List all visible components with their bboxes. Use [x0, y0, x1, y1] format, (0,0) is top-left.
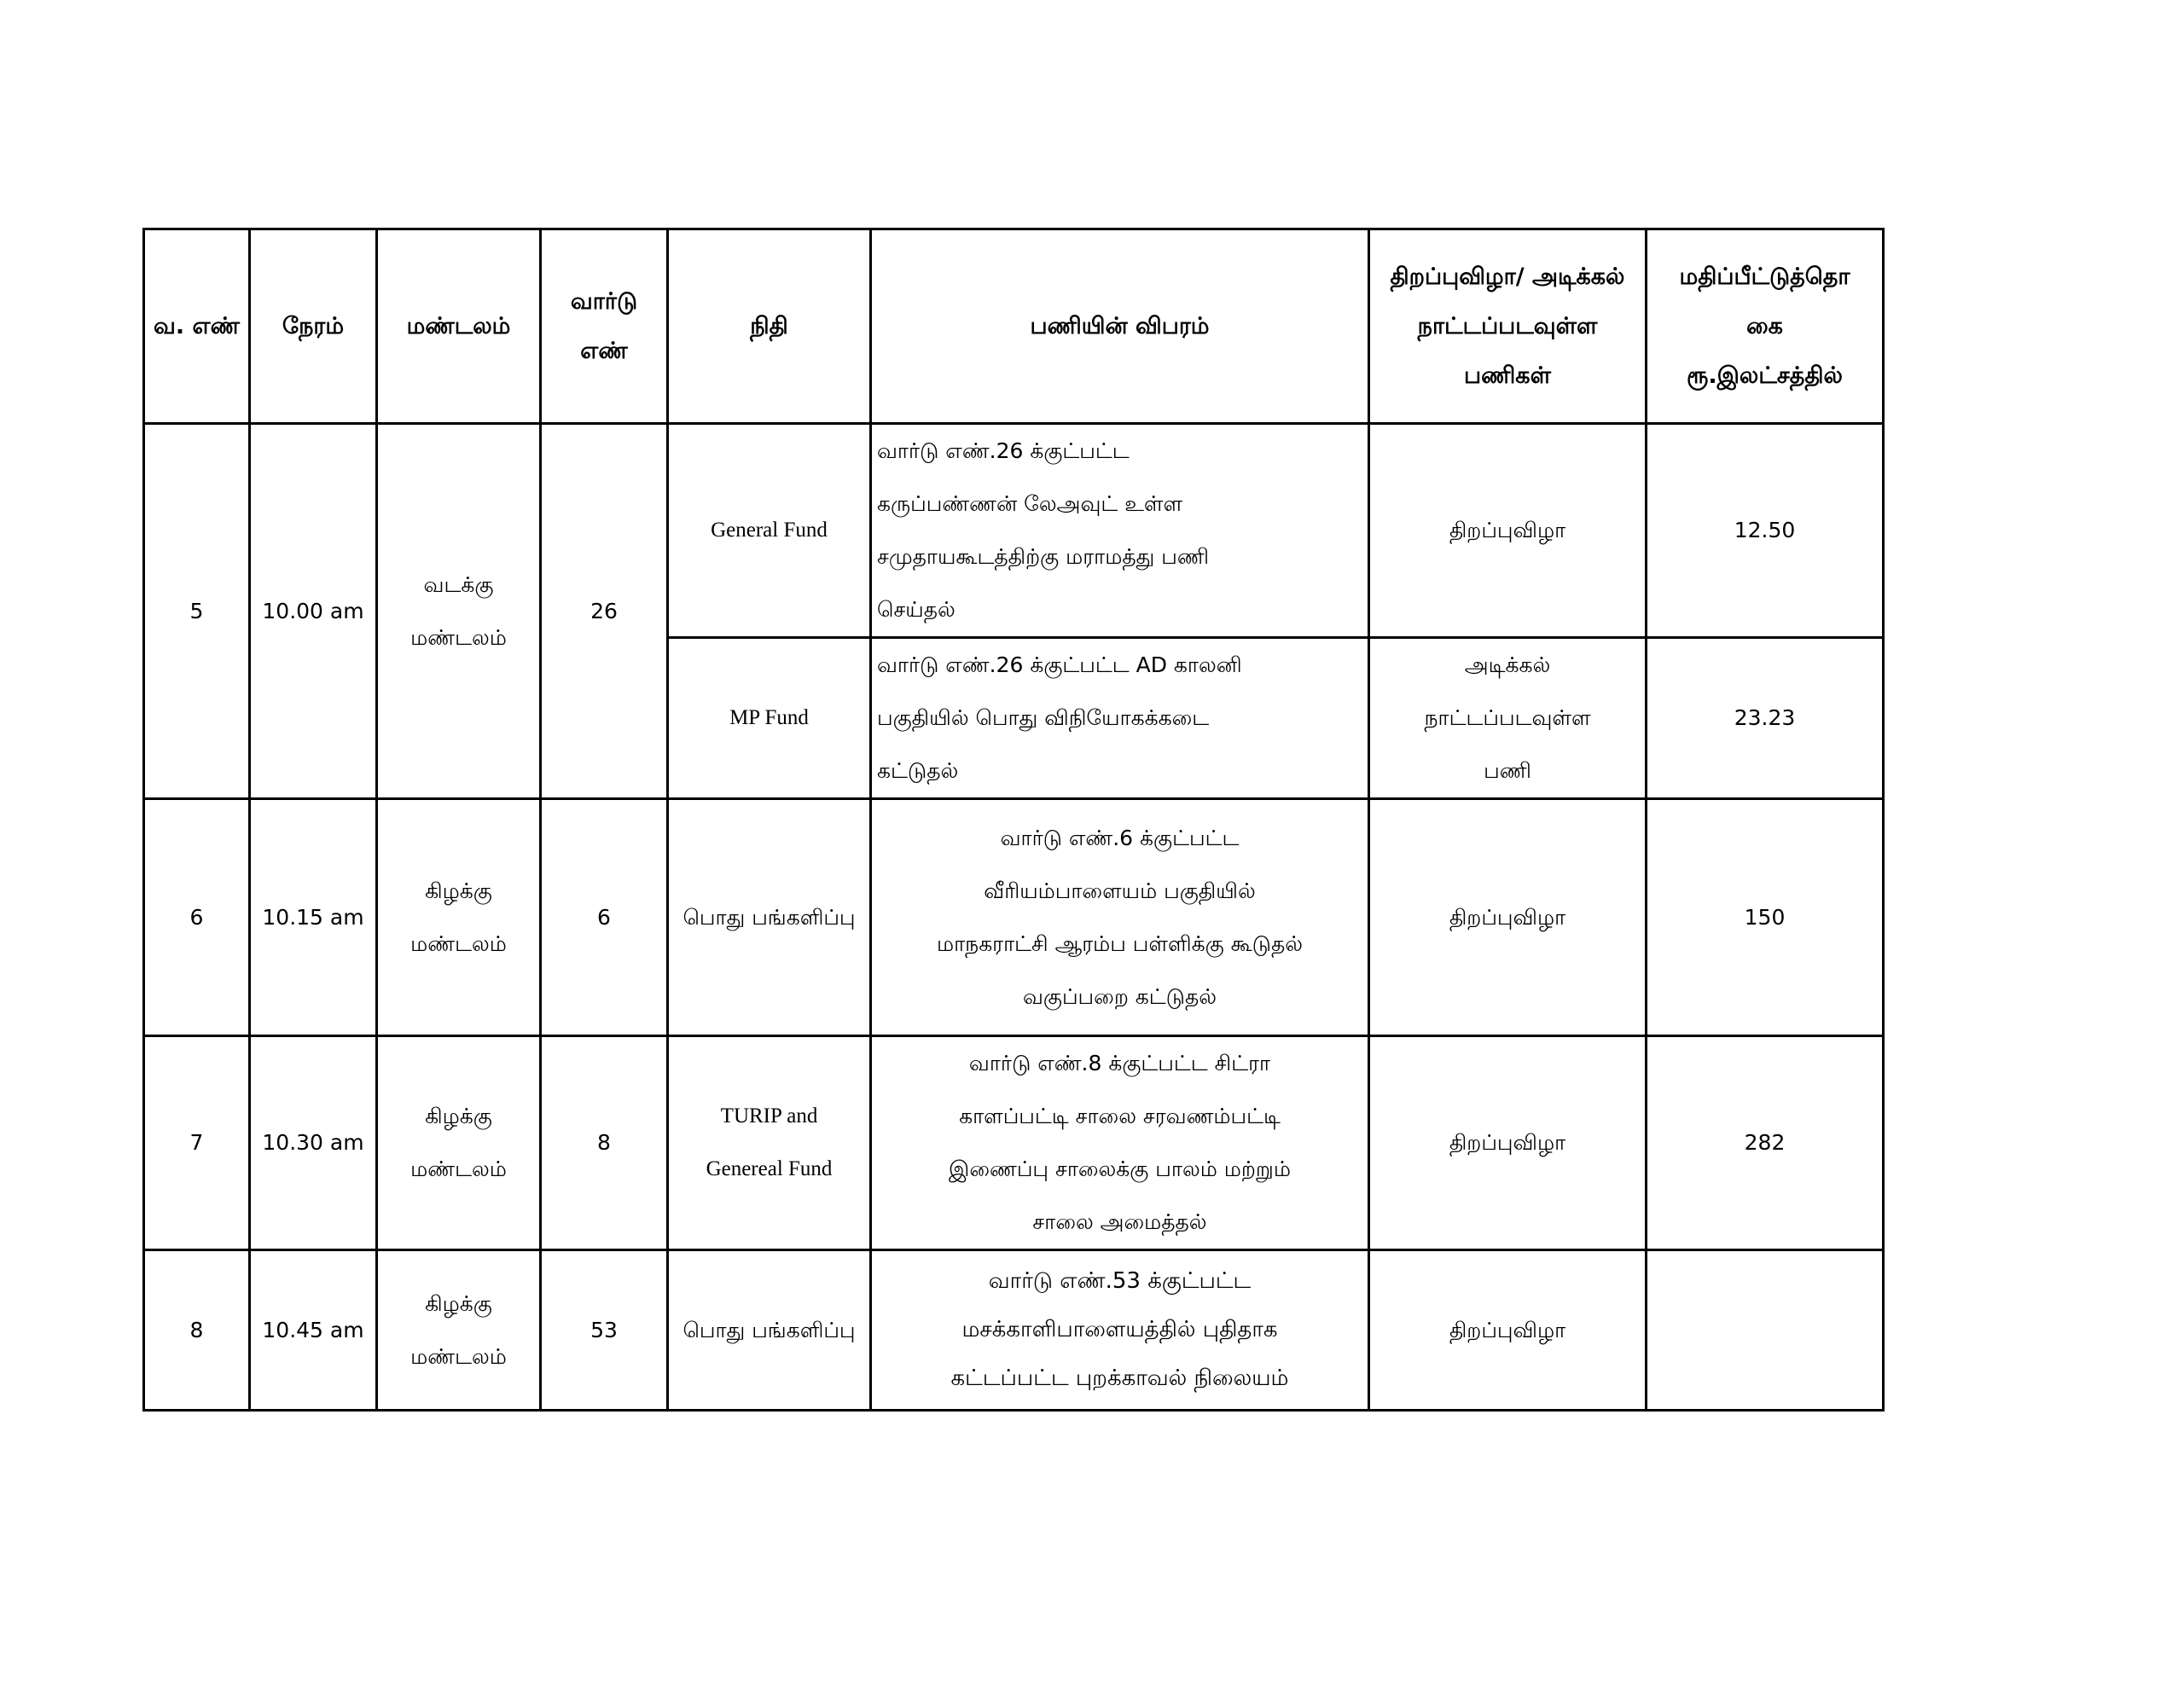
- table-row: [144, 424, 1884, 638]
- header-estimate: மதிப்பீட்டுத்தொ கை ரூ.இலட்சத்தில்: [1647, 229, 1884, 424]
- cell-fund: TURIP and Genereal Fund: [668, 1036, 871, 1250]
- cell-ward: 53: [541, 1250, 668, 1411]
- table-row: [144, 1036, 1884, 1250]
- cell-fund: MP Fund: [668, 638, 871, 799]
- header-row: [144, 229, 1884, 424]
- cell-estimate: 150: [1647, 799, 1884, 1036]
- cell-zone: கிழக்கு மண்டலம்: [377, 799, 541, 1036]
- cell-work: வார்டு எண்.8 க்குட்பட்ட சிட்ரா காளப்பட்டி சாலை சரவணம்பட்டி இணைப்பு சாலைக்கு பாலம் மற்றும் சாலை அமைத்தல்: [871, 1036, 1369, 1250]
- cell-type: அடிக்கல் நாட்டப்படவுள்ள பணி: [1369, 638, 1647, 799]
- header-fund: நிதி: [668, 229, 871, 424]
- header-type: திறப்புவிழா/ அடிக்கல் நாட்டப்படவுள்ள பணிகள்: [1369, 229, 1647, 424]
- cell-ward: 8: [541, 1036, 668, 1250]
- cell-type: திறப்புவிழா: [1369, 1250, 1647, 1411]
- cell-zone: கிழக்கு மண்டலம்: [377, 1036, 541, 1250]
- cell-work: வார்டு எண்.26 க்குட்பட்ட கருப்பண்ணன் லேஅவுட் உள்ள சமுதாயகூடத்திற்கு மராமத்து பணி செய்தல்: [871, 424, 1369, 638]
- cell-estimate: 12.50: [1647, 424, 1884, 638]
- cell-serial: 6: [144, 799, 250, 1036]
- cell-serial: 7: [144, 1036, 250, 1250]
- header-zone: மண்டலம்: [377, 229, 541, 424]
- cell-time: 10.00 am: [250, 424, 377, 799]
- cell-serial: 8: [144, 1250, 250, 1411]
- cell-ward: 26: [541, 424, 668, 799]
- cell-type: திறப்புவிழா: [1369, 799, 1647, 1036]
- cell-serial: 5: [144, 424, 250, 799]
- cell-zone: வடக்கு மண்டலம்: [377, 424, 541, 799]
- table-row: [144, 799, 1884, 1036]
- cell-fund: General Fund: [668, 424, 871, 638]
- table-row: [144, 1250, 1884, 1411]
- header-work-details: பணியின் விபரம்: [871, 229, 1369, 424]
- cell-type: திறப்புவிழா: [1369, 1036, 1647, 1250]
- works-table: [142, 228, 1885, 1412]
- cell-estimate: 23.23: [1647, 638, 1884, 799]
- cell-fund: பொது பங்களிப்பு: [668, 799, 871, 1036]
- header-ward: வார்டு எண்: [541, 229, 668, 424]
- header-time: நேரம்: [250, 229, 377, 424]
- cell-ward: 6: [541, 799, 668, 1036]
- cell-estimate: 282: [1647, 1036, 1884, 1250]
- cell-time: 10.45 am: [250, 1250, 377, 1411]
- cell-time: 10.15 am: [250, 799, 377, 1036]
- cell-time: 10.30 am: [250, 1036, 377, 1250]
- header-serial: வ. எண்: [144, 229, 250, 424]
- cell-zone: கிழக்கு மண்டலம்: [377, 1250, 541, 1411]
- cell-work: வார்டு எண்.26 க்குட்பட்ட AD காலனி பகுதியில் பொது விநியோகக்கடை கட்டுதல்: [871, 638, 1369, 799]
- cell-work: வார்டு எண்.53 க்குட்பட்ட மசக்காளிபாளையத்தில் புதிதாக கட்டப்பட்ட புறக்காவல் நிலையம்: [871, 1250, 1369, 1411]
- cell-work: வார்டு எண்.6 க்குட்பட்ட வீரியம்பாளையம் பகுதியில் மாநகராட்சி ஆரம்ப பள்ளிக்கு கூடுதல் வகுப்பறை கட்டுதல்: [871, 799, 1369, 1036]
- cell-fund: பொது பங்களிப்பு: [668, 1250, 871, 1411]
- cell-type: திறப்புவிழா: [1369, 424, 1647, 638]
- cell-estimate: [1647, 1250, 1884, 1411]
